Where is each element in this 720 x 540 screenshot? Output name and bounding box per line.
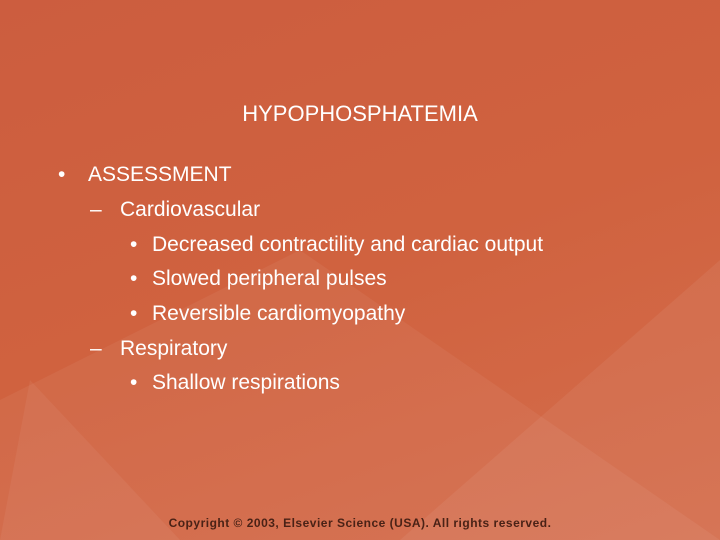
bullet-level2: – Cardiovascular	[90, 198, 261, 221]
bullet-level1: • ASSESSMENT	[58, 163, 232, 186]
bullet-level3: • Reversible cardiomyopathy	[130, 302, 406, 325]
bullet-level3: • Decreased contractility and cardiac output	[130, 233, 544, 256]
bullet-level3: • Slowed peripheral pulses	[130, 267, 387, 290]
bullet-level3: • Shallow respirations	[130, 371, 340, 394]
slide-title: HYPOPHOSPHATEMIA	[242, 101, 478, 126]
copyright-footer: Copyright © 2003, Elsevier Science (USA). All rights reserved.	[168, 516, 552, 530]
bullet-level2: – Respiratory	[90, 337, 228, 360]
